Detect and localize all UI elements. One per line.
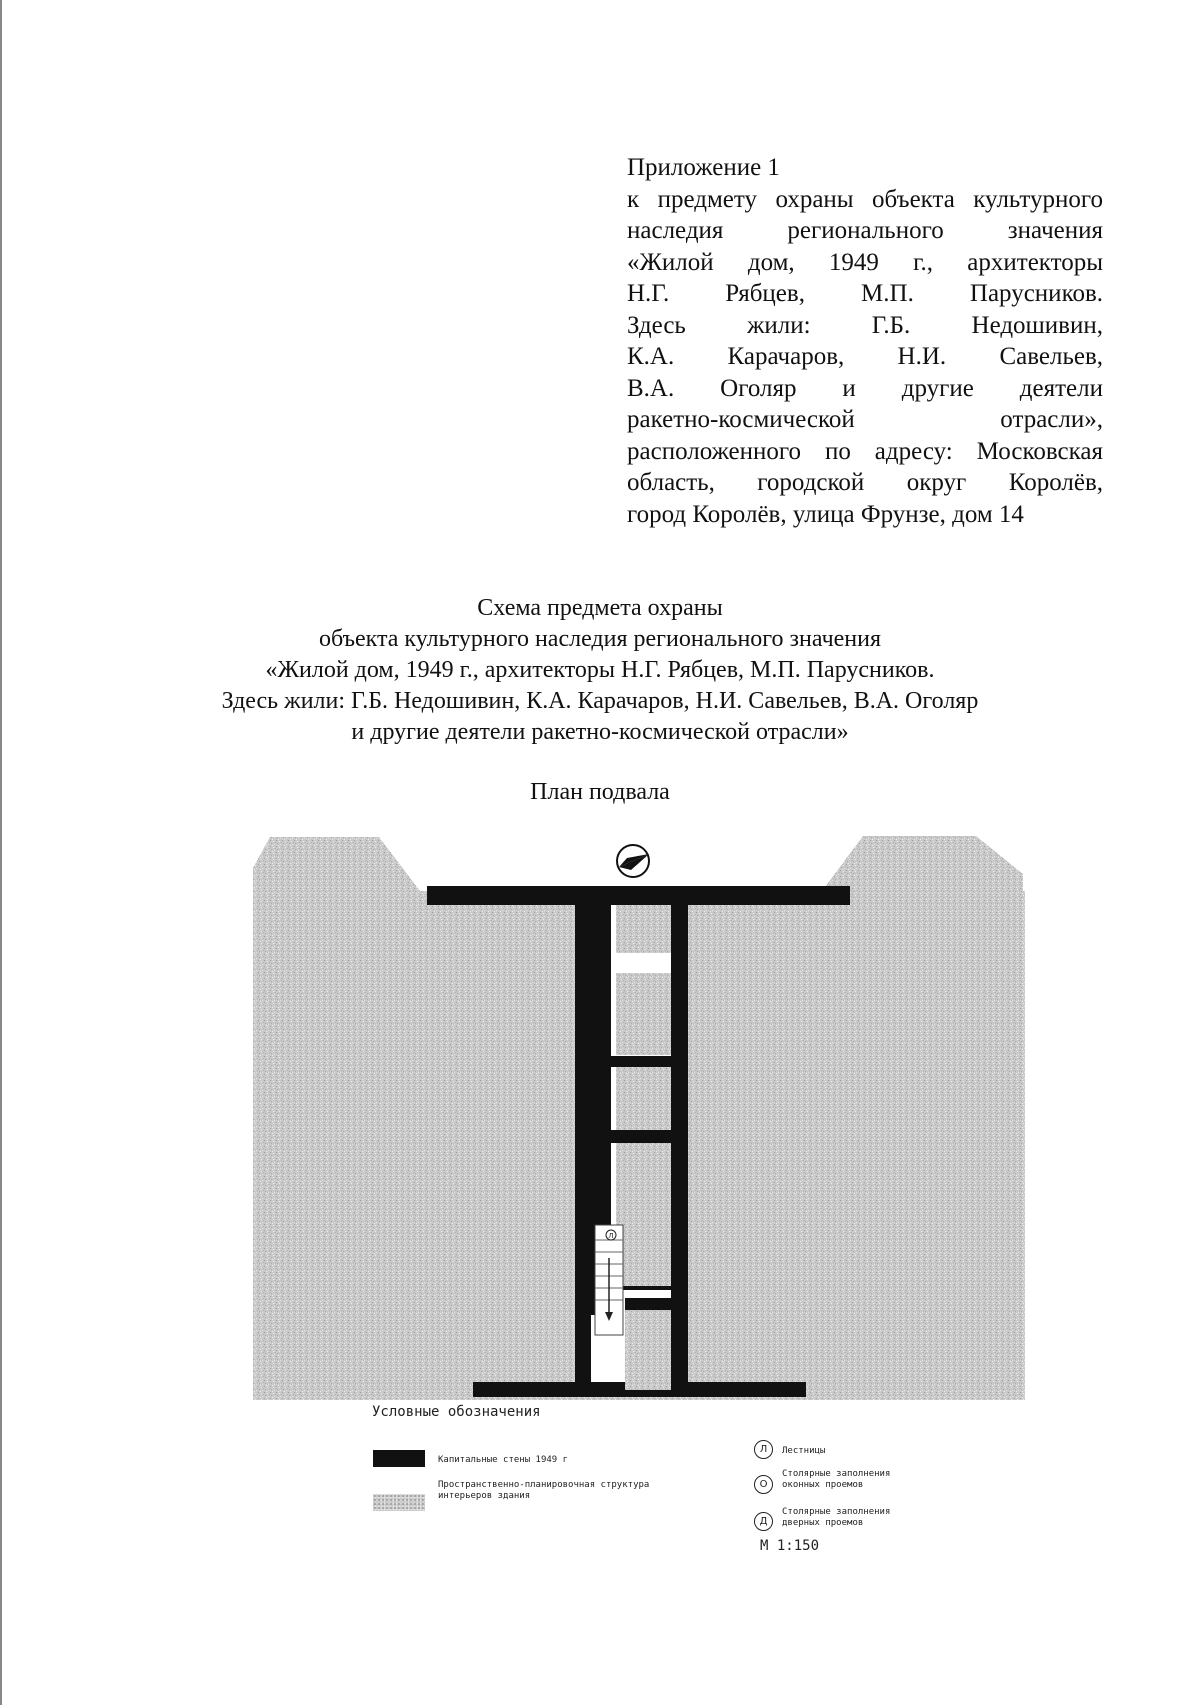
appendix-line: В.А. Оголяр и другие деятели [627,374,1103,402]
legend-walls-swatch [373,1450,425,1467]
appendix-line: область, городской округ Королёв, [627,469,1103,496]
appendix-line: «Жилой дом, 1949 г., архитекторы [627,248,1103,276]
windows-symbol-icon: О [754,1475,773,1494]
room-gray-3 [616,1067,671,1130]
legend-doors-label: Столярные заполнения [782,1507,891,1517]
title-line: объекта культурного наследия регионального значения [318,626,882,652]
appendix-line: город Королёв, улица Фрунзе, дом 14 [627,500,1024,528]
title-line: «Жилой дом, 1949 г., архитекторы Н.Г. Рябцев, М.П. Парусников. [265,657,935,683]
title-line: и другие деятели ракетно-космической отрасли» [351,719,849,745]
page-left-edge [0,0,2,1705]
appendix-line: ракетно-космической отрасли», [627,406,1103,433]
stairs-symbol-icon: Л [754,1440,773,1459]
appendix-line: Приложение 1 [627,154,780,181]
title-line: Здесь жили: Г.Б. Недошивин, К.А. Карачаров, Н.И. Савельев, В.А. Оголяр [221,688,979,714]
legend-doors-label: дверных проемов [782,1518,864,1528]
doors-symbol-icon: Д [754,1512,773,1531]
title-line: Схема предмета охраны [477,595,723,621]
legend [372,1404,932,1564]
staircase [595,1225,623,1335]
wall-central-left [575,898,591,1390]
legend-windows-label: оконных проемов [782,1480,864,1490]
wall-lower-right [625,1298,671,1310]
room-gray-1 [616,905,671,953]
legend-structure-label: интерьеров здания [438,1491,531,1501]
appendix-line: расположенного по адресу: Московская [627,437,1103,465]
appendix-line: К.А. Карачаров, Н.И. Савельев, [627,343,1103,370]
wall-top [427,886,850,905]
appendix-block [627,152,1103,530]
legend-walls-label: Капитальные стены 1949 г [438,1455,569,1465]
wall-partition-1 [611,1056,671,1067]
compass-icon [617,845,649,877]
room-gray-5 [625,1310,671,1390]
appendix-line: Н.Г. Рябцев, М.П. Парусников. [627,280,1103,307]
wall-partition-2 [611,1130,671,1143]
scale-label: М 1:150 [760,1538,820,1554]
legend-structure-label: Пространственно-планировочная структура [438,1480,650,1490]
legend-windows-label: Столярные заполнения [782,1469,891,1479]
legend-stairs-label: Лестницы [782,1446,826,1456]
document-title [0,593,1200,748]
room-gray-2 [616,973,671,1055]
room-gray-4 [616,1143,671,1288]
appendix-line: наследия регионального значения [627,217,1103,244]
stair-marker: Л [608,1232,614,1240]
basement-plan [240,828,1040,1408]
wall-central-right [671,898,688,1390]
appendix-line: Здесь жили: Г.Б. Недошивин, [627,311,1103,339]
appendix-line: к предмету охраны объекта культурного [627,185,1103,213]
legend-structure-swatch [373,1494,425,1511]
legend-title: Условные обозначения [372,1404,541,1420]
plan-title: План подвала [530,779,670,805]
